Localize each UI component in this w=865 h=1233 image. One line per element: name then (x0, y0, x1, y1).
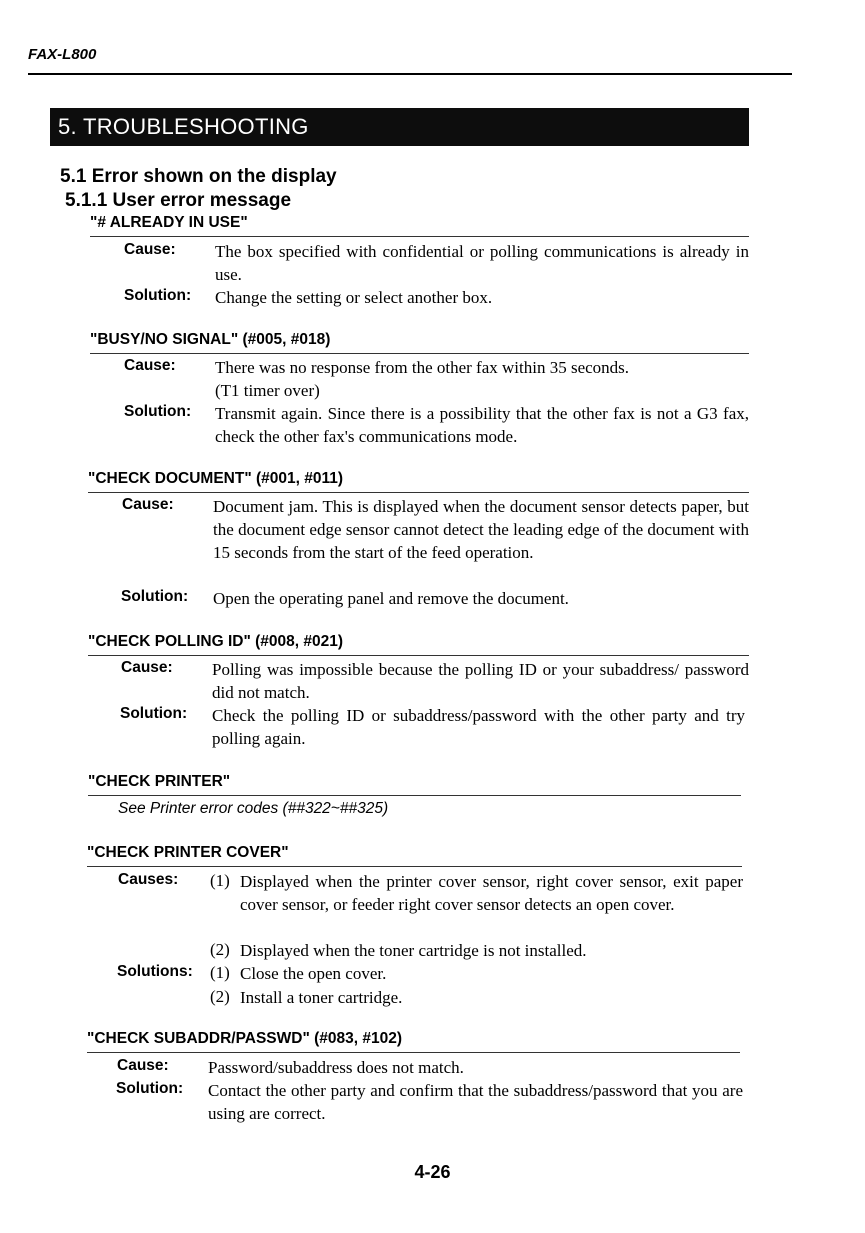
solution-label: Solution: (124, 287, 192, 304)
solution-text: Close the open cover. (240, 964, 387, 983)
cause-text: The box specified with confidential or polling communications is already in use. (215, 242, 749, 284)
error-title-check-document: "CHECK DOCUMENT" (#001, #011) (88, 470, 344, 487)
error-title-check-printer: "CHECK PRINTER" (88, 773, 231, 790)
solution-label: Solution: (116, 1080, 184, 1097)
causes-label: Causes: (118, 871, 179, 888)
solution-text: Contact the other party and confirm that the subaddress/password that you are using are correct. (208, 1081, 743, 1123)
solution-text: Transmit again. Since there is a possibility that the other fax is not a G3 fax, check the other fax's communications mode. (215, 404, 749, 446)
error-title-busy-no-signal: "BUSY/NO SIGNAL" (#005, #018) (90, 331, 331, 348)
error-title-check-printer-cover: "CHECK PRINTER COVER" (87, 844, 289, 861)
cause-text: There was no response from the other fax within 35 seconds. (215, 358, 630, 377)
error-title-rule (88, 795, 741, 796)
error-title-rule (87, 1052, 740, 1053)
error-title-rule (88, 655, 749, 656)
cause-text: Displayed when the printer cover sensor, right cover sensor, exit paper cover sensor, or feeder right cover sensor detects an open cover. (240, 872, 743, 914)
cause-label: Cause: (117, 1057, 169, 1074)
solution-text: Open the operating panel and remove the document. (213, 589, 569, 608)
cause-text: Document jam. This is displayed when the document sensor detects paper, but the document edge sensor cannot detect the leading edge of the document with 15 seconds from the start of the feed operation. (213, 497, 749, 562)
cause-number: (2) (210, 940, 230, 959)
cause-number: (1) (210, 871, 230, 890)
cause-label: Cause: (122, 496, 174, 513)
solution-label: Solution: (120, 705, 188, 722)
error-title-rule (88, 492, 749, 493)
page-number: 4-26 (414, 1162, 451, 1182)
solution-text: Check the polling ID or subaddress/password with the other party and try polling again. (212, 706, 745, 748)
error-title-rule (87, 866, 742, 867)
solution-text: Change the setting or select another box. (215, 288, 493, 307)
document-model-header: FAX-L800 (28, 46, 97, 63)
printer-error-codes-note: See Printer error codes (##322~##325) (118, 800, 389, 817)
cause-text: Password/subaddress does not match. (208, 1058, 464, 1077)
error-title-rule (90, 236, 749, 237)
solution-text: Install a toner cartridge. (240, 988, 403, 1007)
subsection-heading: 5.1.1 User error message (65, 190, 292, 211)
solution-number: (1) (210, 963, 230, 982)
section-heading: 5.1 Error shown on the display (60, 166, 337, 187)
error-title-rule (90, 353, 749, 354)
solutions-label: Solutions: (117, 963, 193, 980)
error-title-check-subaddr-passwd: "CHECK SUBADDR/PASSWD" (#083, #102) (87, 1030, 403, 1047)
error-title-check-polling-id: "CHECK POLLING ID" (#008, #021) (88, 633, 344, 650)
solution-label: Solution: (124, 403, 192, 420)
cause-label: Cause: (124, 357, 176, 374)
section-banner: 5. TROUBLESHOOTING (50, 108, 749, 146)
cause-label: Cause: (121, 659, 173, 676)
cause-text: Displayed when the toner cartridge is not installed. (240, 941, 587, 960)
solution-number: (2) (210, 987, 230, 1006)
header-rule (28, 73, 792, 75)
cause-label: Cause: (124, 241, 176, 258)
solution-label: Solution: (121, 588, 189, 605)
cause-text-continued: (T1 timer over) (215, 381, 320, 400)
error-title-already-in-use: "# ALREADY IN USE" (90, 214, 248, 231)
cause-text: Polling was impossible because the polling ID or your subaddress/ password did not match. (212, 660, 749, 702)
